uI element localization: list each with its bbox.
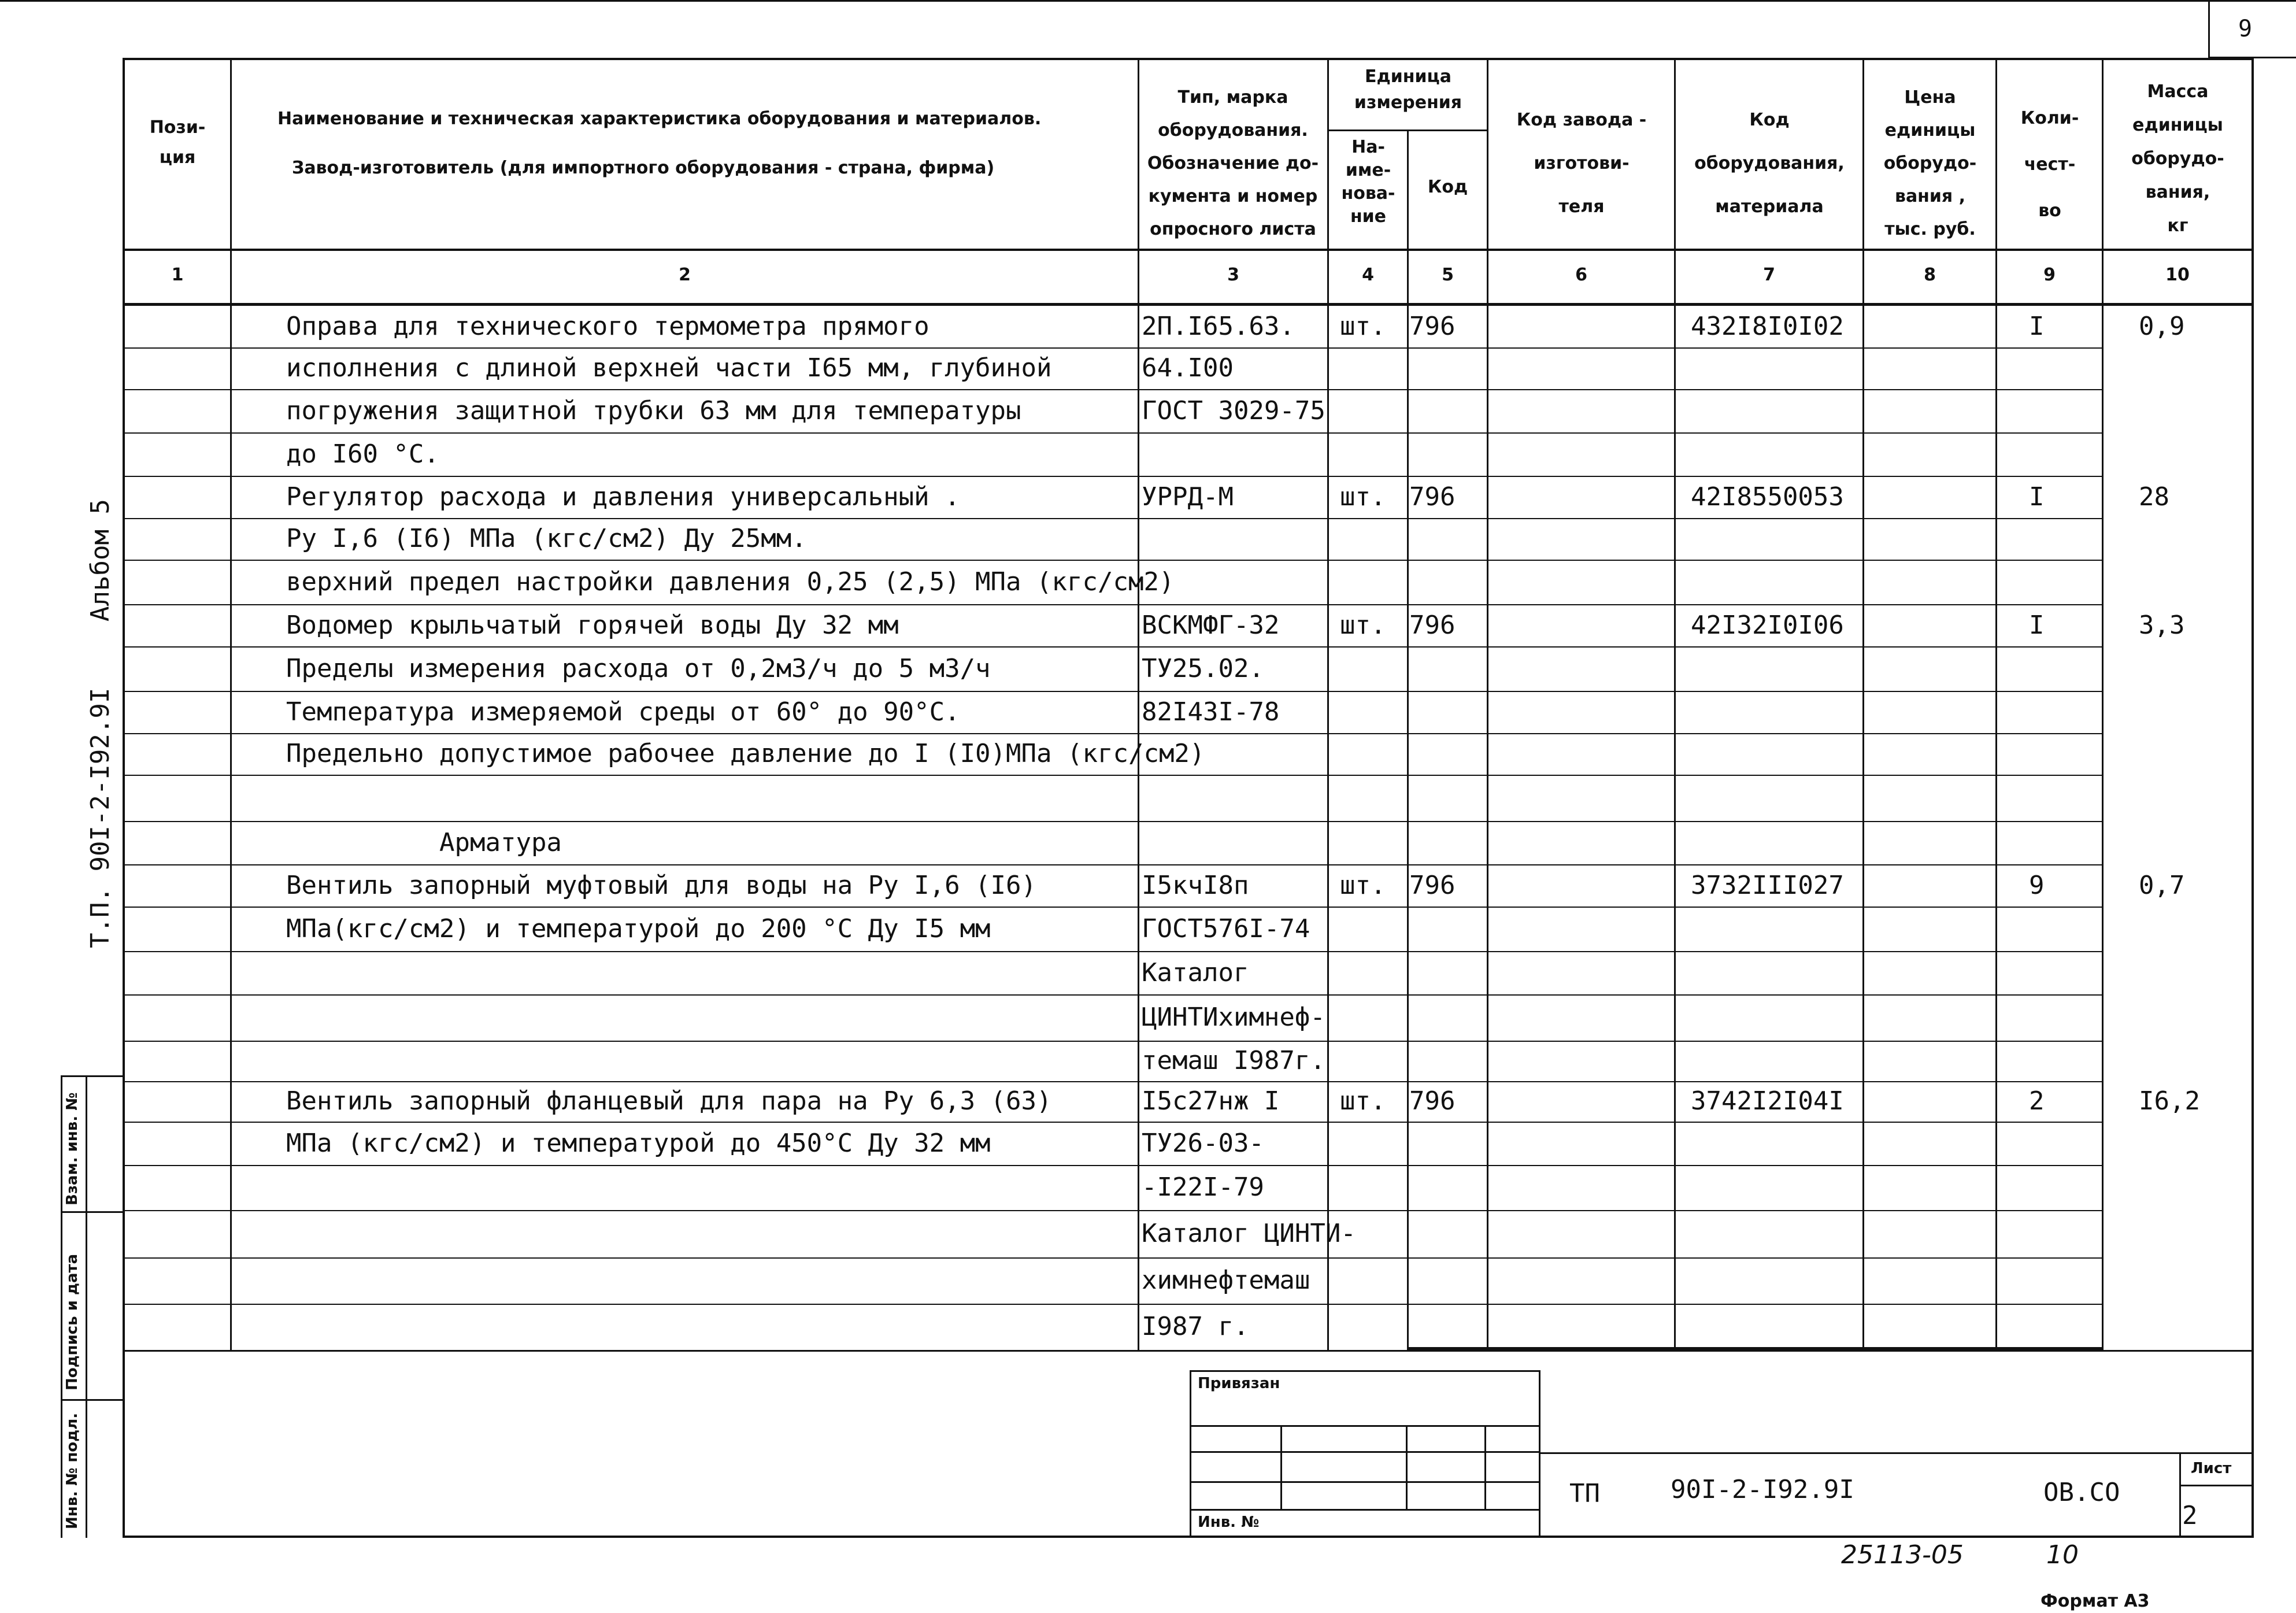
header-name-line2: Завод-изготовитель (для импортного оборудования - страна, фирма) xyxy=(292,158,995,178)
cell-name: исполнения с длиной верхней части I65 мм, глубиной xyxy=(286,353,1052,383)
cell-equip-code: 3742I2I04I xyxy=(1691,1086,1844,1116)
cell-qty: I xyxy=(2029,611,2045,640)
row-divider xyxy=(123,733,2102,734)
row-divider xyxy=(123,1081,2102,1082)
side-album: Альбом 5 xyxy=(86,499,115,621)
header-price: Цена единицы оборудо- вания , тыс. руб. xyxy=(1883,87,1977,239)
cell-qty: I xyxy=(2029,482,2045,512)
cell-code: 796 xyxy=(1409,611,1456,640)
row-divider xyxy=(123,646,2102,648)
stamp-privyazan: Привязан xyxy=(1198,1375,1280,1392)
cell-type: 2П.I65.63. xyxy=(1142,312,1295,341)
cell-type: ТУ25.02. xyxy=(1142,654,1264,683)
cell-name: МПа(кгс/см2) и температурой до 200 °С Ду I5 мм xyxy=(286,914,991,944)
cell-type: ГОСТ576I-74 xyxy=(1142,914,1310,944)
row-divider xyxy=(123,604,2102,605)
cell-type: 64.I00 xyxy=(1142,353,1234,383)
column-number: 8 xyxy=(1924,265,1936,285)
cell-name: Водомер крыльчатый горячей воды Ду 32 мм xyxy=(286,611,899,640)
row-divider xyxy=(123,518,2102,519)
cell-code: 796 xyxy=(1409,482,1456,512)
cell-type: Каталог xyxy=(1142,958,1249,987)
column-number: 4 xyxy=(1362,265,1374,285)
column-number: 9 xyxy=(2043,265,2056,285)
cell-type: ЦИНТИхимнеф- xyxy=(1142,1002,1325,1032)
header-type: Тип, марка оборудования. Обозначение до- кумента и номер опросного листа xyxy=(1147,87,1319,239)
row-divider xyxy=(123,1122,2102,1123)
row-divider xyxy=(123,775,2102,776)
handwritten-page: 10 xyxy=(2046,1540,2079,1570)
row-divider xyxy=(123,1257,2102,1259)
format-label: Формат А3 xyxy=(2041,1591,2150,1611)
cell-name: Предельно допустимое рабочее давление до I (I0)МПа (кгс/см2) xyxy=(286,739,1205,768)
header-unit-group: Единица измерения xyxy=(1354,66,1462,113)
cell-type: ТУ26-03- xyxy=(1142,1129,1264,1158)
cell-type: темаш I987г. xyxy=(1142,1046,1325,1075)
row-divider xyxy=(123,1210,2102,1211)
cell-name: Ру I,6 (I6) МПа (кгс/см2) Ду 25мм. xyxy=(286,524,807,553)
cell-unit: шт. xyxy=(1340,611,1386,640)
column-number: 1 xyxy=(171,265,184,285)
cell-name: Пределы измерения расхода от 0,2м3/ч до 5 м3/ч xyxy=(286,654,991,683)
cell-type: I987 г. xyxy=(1142,1312,1249,1341)
cell-unit: шт. xyxy=(1340,871,1386,900)
cell-type: 82I43I-78 xyxy=(1142,697,1280,727)
side-inv: Инв. № подл. xyxy=(64,1412,81,1529)
column-number: 2 xyxy=(679,265,691,285)
cell-equip-code: 42I32I0I06 xyxy=(1691,611,1844,640)
cell-name: Регулятор расхода и давления универсальный . xyxy=(286,482,960,512)
cell-mass: 3,3 xyxy=(2139,611,2185,640)
cell-qty: 9 xyxy=(2029,871,2045,900)
row-divider xyxy=(123,347,2102,349)
cell-type: химнефтемаш xyxy=(1142,1266,1310,1295)
stamp-list-no: 2 xyxy=(2182,1501,2198,1530)
cell-type: Каталог ЦИНТИ- xyxy=(1142,1219,1356,1248)
row-divider xyxy=(123,691,2102,692)
side-podpis: Подпись и дата xyxy=(64,1253,81,1390)
row-divider xyxy=(123,560,2102,561)
cell-mass: 28 xyxy=(2139,482,2169,512)
cell-name: Вентиль запорный муфтовый для воды на Ру I,6 (I6) xyxy=(286,871,1037,900)
cell-mass: I6,2 xyxy=(2139,1086,2200,1116)
cell-name: Арматура xyxy=(439,828,562,857)
cell-qty: 2 xyxy=(2029,1086,2045,1116)
header-manufacturer-code: Код завода - изготови- теля xyxy=(1516,110,1647,217)
cell-name: до I60 °C. xyxy=(286,439,439,469)
cell-name: верхний предел настройки давления 0,25 (2,5) МПа (кгс/см2) xyxy=(286,567,1175,597)
stamp-doc-no: 90I-2-I92.9I xyxy=(1671,1475,1854,1504)
handwritten-number: 25113-05 xyxy=(1841,1540,1964,1570)
cell-name: Оправа для технического термометра прямого xyxy=(286,312,929,341)
cell-type: УРРД-М xyxy=(1142,482,1234,512)
cell-unit: шт. xyxy=(1340,1086,1386,1116)
column-number: 7 xyxy=(1763,265,1775,285)
row-divider xyxy=(123,389,2102,390)
stamp-inv-no: Инв. № xyxy=(1198,1514,1260,1531)
cell-equip-code: 42I8550053 xyxy=(1691,482,1844,512)
stamp-list-label: Лист xyxy=(2191,1460,2232,1477)
header-quantity: Коли- чест- во xyxy=(2020,108,2079,221)
stamp-tp: ТП xyxy=(1569,1479,1600,1508)
row-divider xyxy=(123,476,2102,477)
side-project: Т.П. 90I-2-I92.9I xyxy=(86,687,115,948)
side-vzam: Взам. инв. № xyxy=(64,1092,81,1205)
row-divider xyxy=(123,1304,2102,1305)
cell-unit: шт. xyxy=(1340,482,1386,512)
column-number: 6 xyxy=(1575,265,1587,285)
row-divider xyxy=(123,432,2102,434)
cell-name: МПа (кгс/см2) и температурой до 450°С Ду 32 мм xyxy=(286,1129,991,1158)
cell-equip-code: 3732III027 xyxy=(1691,871,1844,900)
cell-unit: шт. xyxy=(1340,312,1386,341)
column-number: 10 xyxy=(2165,265,2190,285)
stamp-doc-code: ОВ.СО xyxy=(2043,1478,2120,1507)
header-unit-code: Код xyxy=(1427,177,1468,197)
column-number: 5 xyxy=(1442,265,1454,285)
cell-code: 796 xyxy=(1409,312,1456,341)
header-equipment-code: Код оборудования, материала xyxy=(1694,110,1845,217)
page-number: 9 xyxy=(2238,16,2253,42)
cell-type: ВСКМФГ-32 xyxy=(1142,611,1280,640)
cell-mass: 0,9 xyxy=(2139,312,2185,341)
cell-code: 796 xyxy=(1409,1086,1456,1116)
row-divider xyxy=(123,994,2102,996)
cell-mass: 0,7 xyxy=(2139,871,2185,900)
cell-type: I5с27нж I xyxy=(1142,1086,1280,1116)
cell-qty: I xyxy=(2029,312,2045,341)
cell-name: погружения защитной трубки 63 мм для температуры xyxy=(286,396,1021,426)
cell-name: Температура измеряемой среды от 60° до 90°С. xyxy=(286,697,960,727)
row-divider xyxy=(123,1165,2102,1166)
cell-type: ГОСТ 3029-75 xyxy=(1142,396,1325,426)
header-unit-name: На- име- нова- ние xyxy=(1341,137,1395,227)
cell-type: I5кчI8п xyxy=(1142,871,1249,900)
row-divider xyxy=(123,907,2102,908)
cell-code: 796 xyxy=(1409,871,1456,900)
cell-type: -I22I-79 xyxy=(1142,1172,1264,1202)
header-position: Пози- ция xyxy=(149,117,206,168)
cell-equip-code: 432I8I0I02 xyxy=(1691,312,1844,341)
cell-name: Вентиль запорный фланцевый для пара на Ру 6,3 (63) xyxy=(286,1086,1052,1116)
row-divider xyxy=(123,1041,2102,1042)
column-number: 3 xyxy=(1227,265,1239,285)
row-divider xyxy=(123,951,2102,952)
header-name-line1: Наименование и техническая характеристика оборудования и материалов. xyxy=(277,109,1042,129)
header-mass: Масса единицы оборудо- вания, кг xyxy=(2131,82,2224,236)
row-divider xyxy=(123,821,2102,822)
row-divider xyxy=(123,864,2102,865)
